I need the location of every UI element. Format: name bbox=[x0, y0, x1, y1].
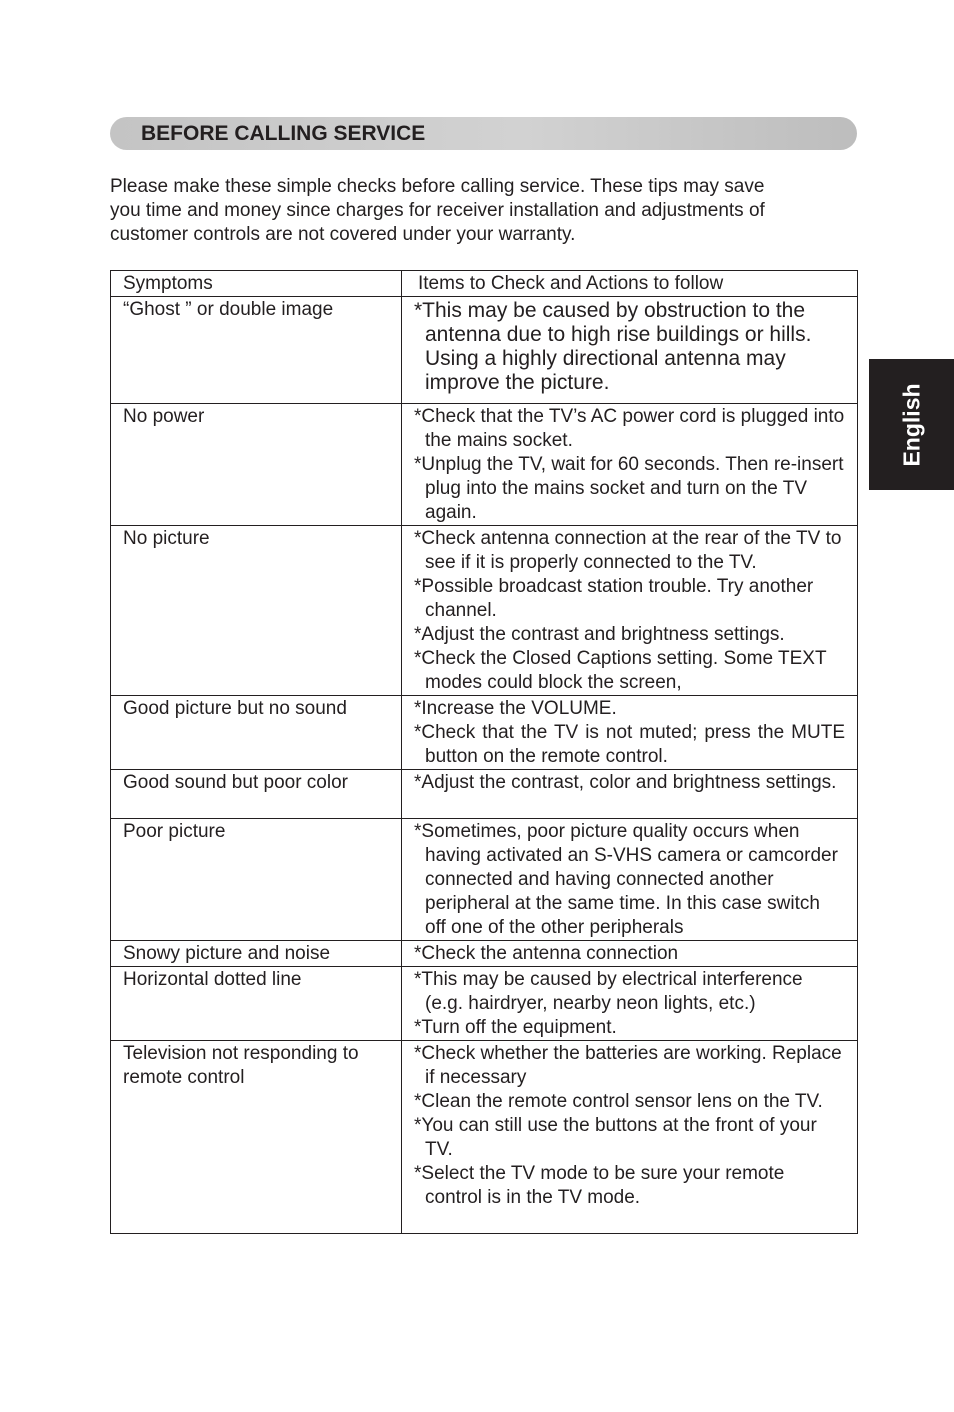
table-row bbox=[111, 941, 858, 967]
troubleshooting-table bbox=[110, 270, 858, 1234]
table-row bbox=[111, 770, 858, 819]
actions-cell bbox=[402, 770, 858, 819]
symptom-cell: No power bbox=[111, 404, 402, 526]
symptom-cell: Snowy picture and noise bbox=[111, 941, 402, 967]
action-item: *Turn off the equipment. bbox=[414, 1017, 617, 1038]
intro-line: customer controls are not covered under your warranty. bbox=[110, 224, 576, 245]
intro-line: Please make these simple checks before calling service. These tips may save bbox=[110, 176, 765, 197]
table-row bbox=[111, 819, 858, 941]
table-header-row bbox=[111, 271, 858, 297]
table-row bbox=[111, 1041, 858, 1234]
actions-cell bbox=[402, 967, 858, 1041]
section-title: BEFORE CALLING SERVICE bbox=[141, 122, 426, 145]
actions-cell bbox=[402, 696, 858, 770]
action-item: *This may be caused by electrical interference (e.g. hairdryer, nearby neon lights, etc.) bbox=[414, 969, 803, 1014]
action-item: *Increase the VOLUME. bbox=[414, 698, 617, 719]
action-item: *Sometimes, poor picture quality occurs when having activated an S-VHS camera or camcorder connected and having connected another peripheral at the same time. In this case switch off one of the other peripherals bbox=[414, 821, 838, 938]
symptom-cell: No picture bbox=[111, 526, 402, 696]
action-item: *Adjust the contrast, color and brightness settings. bbox=[414, 772, 837, 793]
symptom-cell: Horizontal dotted line bbox=[111, 967, 402, 1041]
symptom-cell: Television not responding to remote control bbox=[111, 1041, 402, 1234]
language-tab bbox=[869, 359, 954, 490]
action-item: *Possible broadcast station trouble. Try another channel. bbox=[414, 576, 814, 621]
action-item: *Select the TV mode to be sure your remote control is in the TV mode. bbox=[414, 1163, 785, 1208]
action-item: *Check whether the batteries are working. Replace if necessary bbox=[414, 1043, 842, 1088]
table-row bbox=[111, 297, 858, 404]
intro-line: you time and money since charges for receiver installation and adjustments of bbox=[110, 200, 765, 221]
action-item: *Check antenna connection at the rear of the TV to see if it is properly connected to the TV. bbox=[414, 528, 842, 573]
action-item: *Check the Closed Captions setting. Some TEXT modes could block the screen, bbox=[414, 648, 827, 693]
symptom-cell: “Ghost ” or double image bbox=[111, 297, 402, 404]
action-item: *Clean the remote control sensor lens on the TV. bbox=[414, 1091, 823, 1112]
table-row bbox=[111, 526, 858, 696]
symptom-cell: Good picture but no sound bbox=[111, 696, 402, 770]
table-row bbox=[111, 696, 858, 770]
symptom-cell: Good sound but poor color bbox=[111, 770, 402, 819]
action-item: *Check that the TV is not muted; press the MUTE button on the remote control. bbox=[414, 722, 845, 767]
action-item: *You can still use the buttons at the front of your TV. bbox=[414, 1115, 817, 1160]
actions-cell bbox=[402, 819, 858, 941]
intro-paragraph bbox=[110, 175, 850, 247]
actions-cell bbox=[402, 941, 858, 967]
actions-cell bbox=[402, 526, 858, 696]
actions-cell bbox=[402, 404, 858, 526]
action-item: *Check that the TV’s AC power cord is plugged into the mains socket. bbox=[414, 406, 845, 451]
action-item: *This may be caused by obstruction to the antenna due to high rise buildings or hills. Using a highly directional antenna may improve the picture. bbox=[414, 299, 812, 394]
table-row bbox=[111, 967, 858, 1041]
action-item: *Check the antenna connection bbox=[414, 943, 679, 964]
symptom-cell: Poor picture bbox=[111, 819, 402, 941]
table-row bbox=[111, 404, 858, 526]
action-item: *Adjust the contrast and brightness settings. bbox=[414, 624, 785, 645]
section-title-banner bbox=[110, 117, 857, 150]
actions-cell bbox=[402, 297, 858, 404]
language-tab-label: English bbox=[898, 382, 924, 467]
action-item: *Unplug the TV, wait for 60 seconds. Then re-insert plug into the mains socket and turn on the TV again. bbox=[414, 454, 844, 523]
actions-cell bbox=[402, 1041, 858, 1234]
column-header-actions: Items to Check and Actions to follow bbox=[402, 271, 858, 297]
column-header-symptoms: Symptoms bbox=[111, 271, 402, 297]
